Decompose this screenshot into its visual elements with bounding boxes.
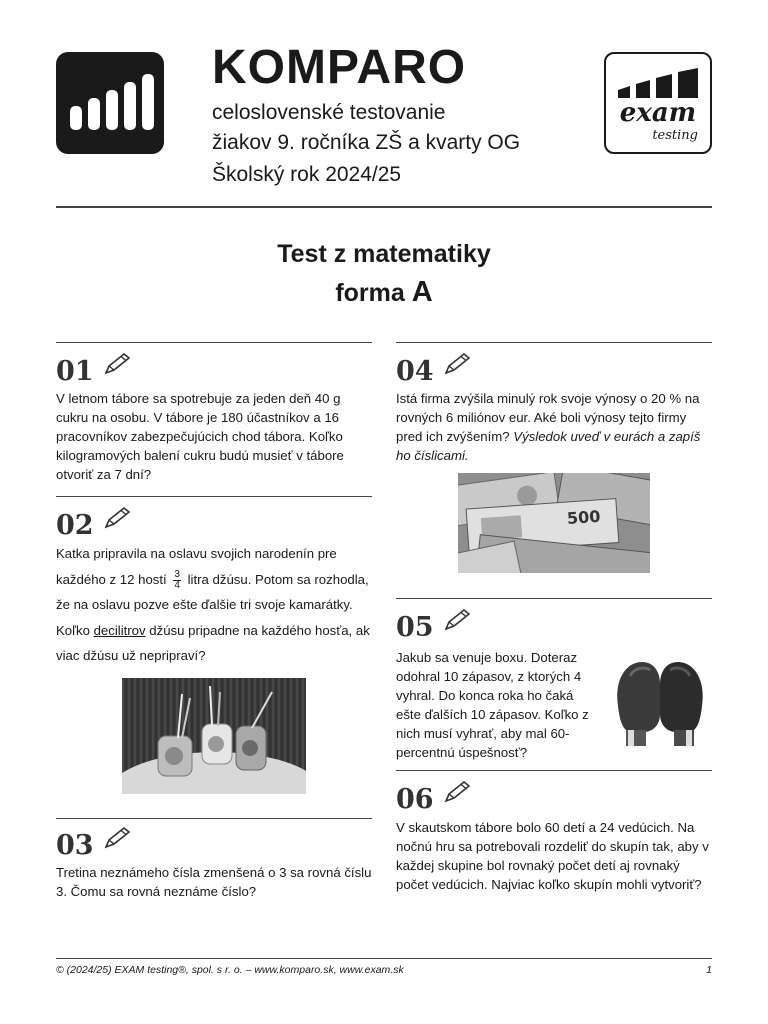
- pencil-icon: [442, 608, 472, 632]
- q05-header: [396, 608, 472, 643]
- komparo-logo: [56, 52, 164, 154]
- pencil-icon: [102, 826, 132, 850]
- q02-part2: litra džúsu. Potom sa rozhodla, že na oslavu pozve ešte ďalšie tri svoje kamarátky. Koľko: [56, 571, 369, 638]
- q05-divider: [396, 598, 712, 599]
- q06-header: [396, 780, 472, 815]
- fraction: [173, 570, 181, 591]
- exam-bars-icon: [616, 64, 704, 100]
- q02-underlined-word: decilitrov: [93, 622, 146, 638]
- boxing-gloves-photo: [610, 654, 710, 750]
- page-number: 1: [706, 964, 712, 976]
- q04-text: [396, 389, 714, 465]
- brand-title: KOMPARO: [212, 41, 467, 94]
- signal-bars-icon: [56, 52, 164, 154]
- subtitle-line-2: žiakov 9. ročníka ZŠ a kvarty OG: [212, 131, 521, 154]
- q02-part1: Katka pripravila na oslavu svojich narodenín pre každého z 12 hostí: [56, 546, 337, 587]
- q04-instruction: Výsledok uveď v eurách a zapíš ho číslicami.: [396, 429, 701, 463]
- q04-divider: [396, 342, 712, 343]
- test-form: [0, 276, 768, 309]
- exam-logo-word: exam: [619, 98, 697, 128]
- q03-number: 03: [56, 830, 94, 861]
- subtitle-line-1: celoslovenské testovanie: [212, 101, 446, 124]
- pencil-icon: [102, 352, 132, 376]
- q01-header: [56, 352, 132, 387]
- test-form-letter: A: [411, 276, 433, 308]
- pencil-icon: [102, 506, 132, 530]
- q02-header: [56, 506, 132, 541]
- exam-logo-sub: testing: [652, 128, 698, 143]
- q01-text: V letnom tábore sa spotrebuje za jeden deň 40 g cukru na osobu. V tábore je 180 účastníkov a 16 pracovníkov zabezpečujúcich chod tábora. Koľko kilogramových balení cukru budú musieť v tábore otvoriť za 7 dní?: [56, 391, 344, 482]
- q04-main: Istá firma zvýšila minulý rok svoje výnosy o 20 % na rovných 6 miliónov eur. Aké boli výnosy tejto firmy pred ich zvýšením?: [396, 391, 700, 444]
- test-title: Test z matematiky: [277, 240, 491, 268]
- banknote-value: 500: [566, 506, 602, 529]
- drinks-photo: [122, 678, 306, 794]
- pencil-icon: [442, 352, 472, 376]
- footer-copyright: © (2024/25) EXAM testing®, spol. s r. o. – www.komparo.sk, www.exam.sk: [56, 964, 404, 976]
- q02-text: [56, 541, 374, 669]
- banknotes-photo: [458, 473, 650, 573]
- q06-divider: [396, 770, 712, 771]
- fraction-numerator: 3: [174, 568, 180, 580]
- q02-divider: [56, 496, 372, 497]
- q04-number: 04: [396, 356, 434, 387]
- q05-text: Jakub sa venuje boxu. Doteraz odohral 10 zápasov, z ktorých 4 vyhral. Do konca roka ho čaká ešte ďalších 10 zápasov. Koľko z nich musí vyhrať, aby mal 60-percentnú úspešnosť?: [396, 650, 589, 760]
- pencil-icon: [442, 780, 472, 804]
- q01-divider: [56, 342, 372, 343]
- q03-divider: [56, 818, 372, 819]
- q04-header: [396, 352, 472, 387]
- q03-text: Tretina neznámeho čísla zmenšená o 3 sa rovná číslu 3. Čomu sa rovná neznáme číslo?: [56, 865, 372, 899]
- q03-header: [56, 826, 132, 861]
- header-divider: [56, 206, 712, 208]
- q06-text: V skautskom tábore bolo 60 detí a 24 vedúcich. Na nočnú hru sa potrebovali rozdeliť do skupín tak, aby v každej skupine bol rovnaký počet detí aj rovnaký počet vedúcich. Najviac koľko skupín mohli vytvoriť?: [396, 820, 709, 892]
- q02-part3: džúsu pripadne na každého hosťa, ak viac džúsu už nepripraví?: [56, 622, 370, 663]
- q05-number: 05: [396, 612, 434, 643]
- fraction-denominator: 4: [174, 579, 180, 591]
- subtitle-line-3: Školský rok 2024/25: [212, 163, 402, 186]
- q06-number: 06: [396, 784, 434, 815]
- q01-number: 01: [56, 356, 94, 387]
- footer-divider: [56, 958, 712, 959]
- test-form-prefix: forma: [335, 279, 412, 307]
- exam-testing-logo: [604, 52, 712, 154]
- q02-number: 02: [56, 510, 94, 541]
